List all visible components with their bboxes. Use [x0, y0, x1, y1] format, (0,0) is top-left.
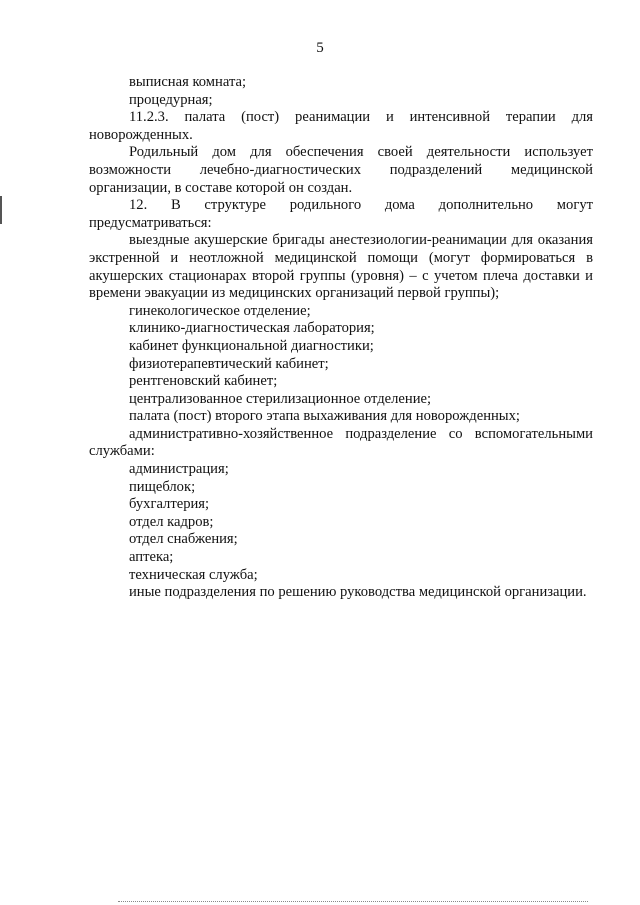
paragraph: техническая служба;	[129, 566, 258, 583]
paragraph: процедурная;	[129, 91, 213, 108]
paragraph: выездные акушерские бригады анестезиологии-реанимации для оказания экстренной и неотложной медицинской помощи (могут формироваться в акушерских стационарах второй группы (уровня) – с учетом плеча доставки и времени эвакуации из медицинских организаций первой группы);	[89, 232, 593, 302]
paragraph: физиотерапевтический кабинет;	[129, 355, 329, 372]
paragraph: иные подразделения по решению руководства медицинской организации.	[129, 584, 587, 601]
page-number: 5	[316, 40, 324, 56]
paragraph: централизованное стерилизационное отделение;	[129, 390, 432, 407]
paragraph: выписная комната;	[129, 74, 247, 90]
document-body	[89, 74, 593, 602]
paragraph: отдел снабжения;	[129, 531, 238, 548]
paragraph: палата (пост) второго этапа выхаживания для новорожденных;	[129, 408, 520, 425]
paragraph: административно-хозяйственное подразделение со вспомогательными службами:	[89, 425, 593, 460]
paragraph: аптека;	[129, 549, 174, 566]
scan-bottom-edge	[118, 901, 588, 903]
paragraph: 11.2.3. палата (пост) реанимации и интенсивной терапии для новорожденных.	[89, 109, 593, 143]
paragraph: администрация;	[129, 461, 229, 478]
paragraph: гинекологическое отделение;	[129, 302, 311, 319]
paragraph: рентгеновский кабинет;	[129, 373, 278, 390]
scan-edge-mark	[0, 196, 2, 224]
paragraph: бухгалтерия;	[129, 496, 210, 513]
paragraph: клинико-диагностическая лаборатория;	[129, 320, 375, 337]
paragraph: 12. В структуре родильного дома дополнительно могут предусматриваться:	[89, 197, 593, 231]
paragraph: Родильный дом для обеспечения своей деятельности использует возможности лечебно-диагностических подразделений медицинской организации, в составе которой он создан.	[89, 144, 593, 196]
paragraph: отдел кадров;	[129, 513, 214, 530]
paragraph: пищеблок;	[129, 478, 196, 495]
paragraph: кабинет функциональной диагностики;	[129, 337, 374, 354]
